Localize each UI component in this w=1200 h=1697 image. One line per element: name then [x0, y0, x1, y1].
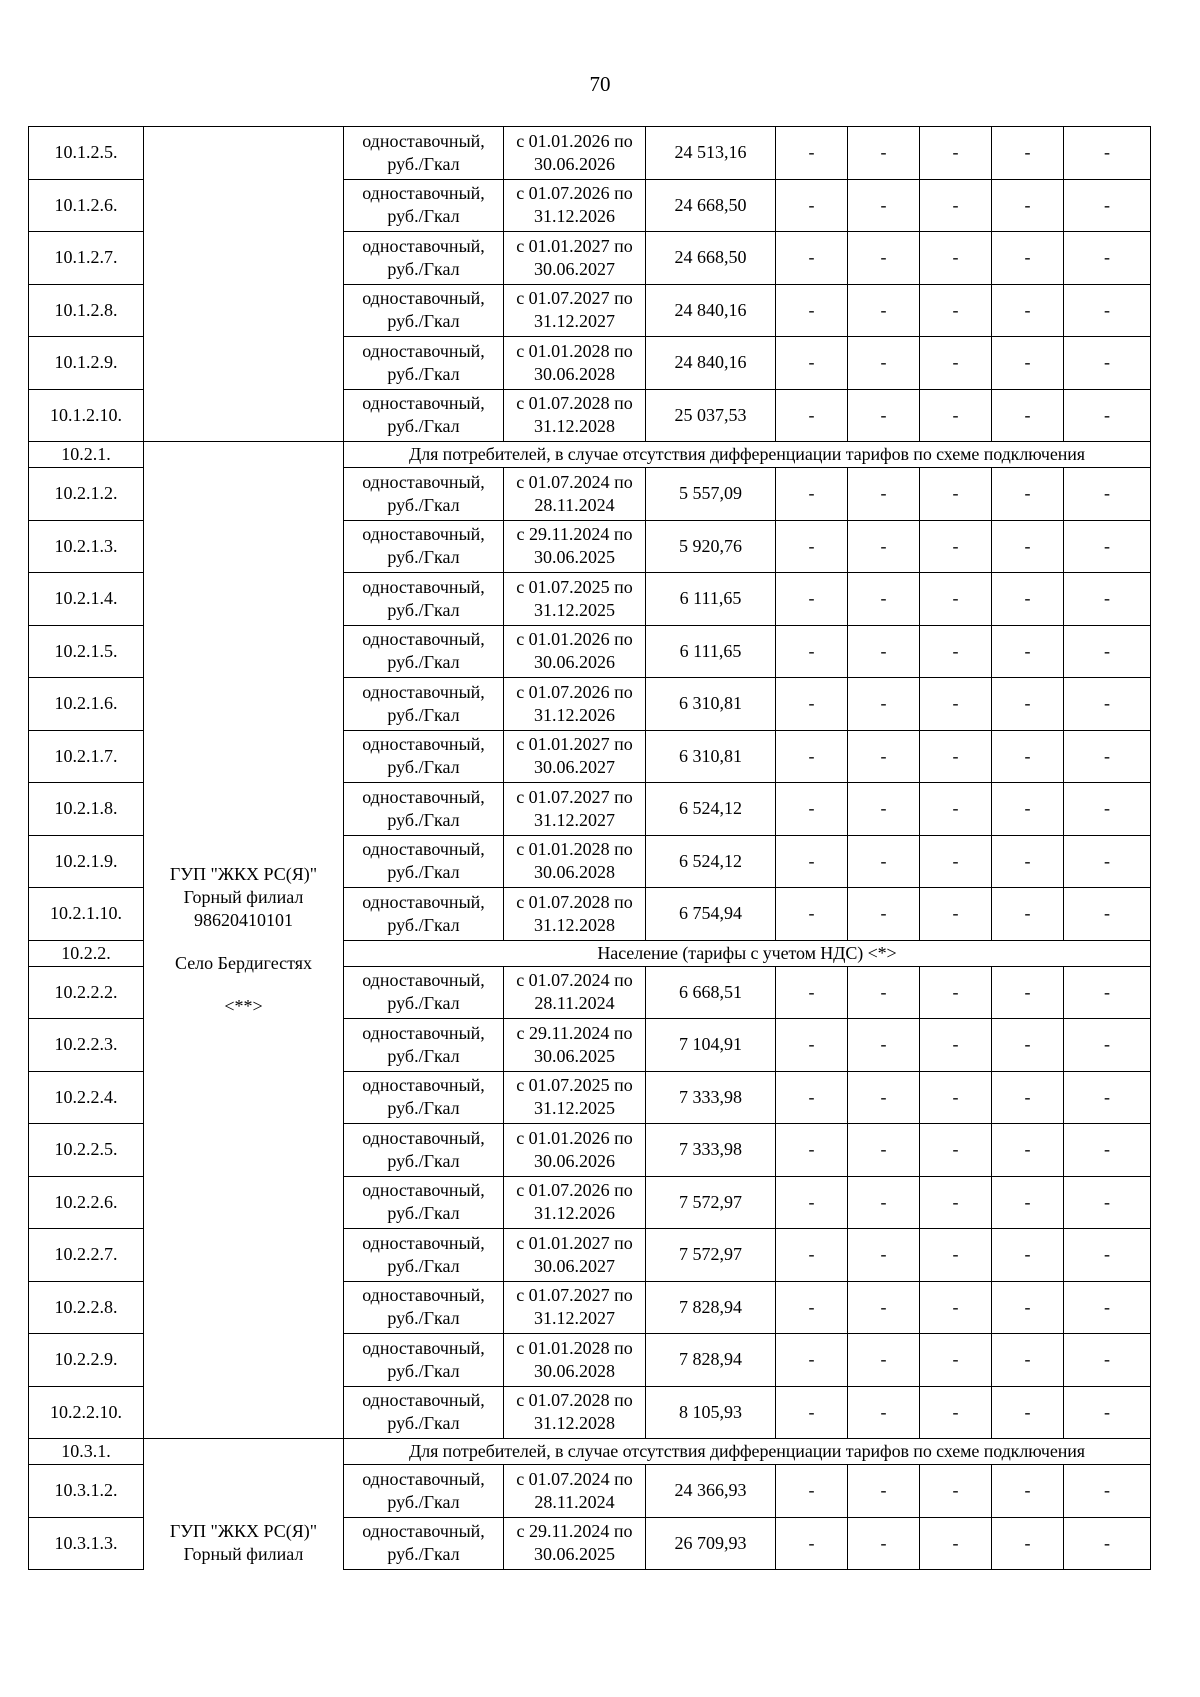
- empty-value-cell: -: [992, 284, 1064, 337]
- empty-value-cell: -: [848, 337, 920, 390]
- row-number-cell: 10.2.2.: [29, 940, 144, 966]
- empty-value-cell: -: [992, 730, 1064, 783]
- period-cell: с 01.07.2025 по 31.12.2025: [504, 1071, 646, 1124]
- empty-value-cell: -: [848, 232, 920, 285]
- empty-value-cell: -: [1064, 1517, 1151, 1570]
- organization-line: 98620410101: [194, 909, 293, 930]
- empty-value-cell: -: [992, 1281, 1064, 1334]
- empty-value-cell: -: [1064, 1176, 1151, 1229]
- tariff-type-cell: одноставочный, руб./Гкал: [344, 730, 504, 783]
- tariff-value-cell: 6 310,81: [646, 730, 776, 783]
- tariff-type-cell: одноставочный, руб./Гкал: [344, 1465, 504, 1518]
- tariff-type-cell: одноставочный, руб./Гкал: [344, 127, 504, 180]
- period-cell: с 01.07.2027 по 31.12.2027: [504, 284, 646, 337]
- empty-value-cell: -: [920, 1465, 992, 1518]
- empty-value-cell: -: [920, 284, 992, 337]
- row-number-cell: 10.2.2.5.: [29, 1124, 144, 1177]
- period-cell: с 01.07.2028 по 31.12.2028: [504, 888, 646, 941]
- empty-value-cell: -: [1064, 625, 1151, 678]
- organization-cell: [144, 442, 344, 1439]
- section-header-row: [29, 442, 1151, 468]
- empty-value-cell: -: [920, 127, 992, 180]
- period-cell: с 01.07.2026 по 31.12.2026: [504, 179, 646, 232]
- empty-value-cell: -: [992, 337, 1064, 390]
- period-cell: с 01.07.2027 по 31.12.2027: [504, 1281, 646, 1334]
- tariff-type-cell: одноставочный, руб./Гкал: [344, 1281, 504, 1334]
- empty-value-cell: -: [776, 232, 848, 285]
- empty-value-cell: -: [920, 1124, 992, 1177]
- tariff-value-cell: 7 828,94: [646, 1281, 776, 1334]
- empty-value-cell: -: [848, 966, 920, 1019]
- period-cell: с 01.01.2026 по 30.06.2026: [504, 1124, 646, 1177]
- empty-value-cell: -: [1064, 520, 1151, 573]
- empty-value-cell: -: [776, 127, 848, 180]
- tariff-value-cell: 7 104,91: [646, 1019, 776, 1072]
- empty-value-cell: -: [848, 888, 920, 941]
- period-cell: с 01.01.2028 по 30.06.2028: [504, 337, 646, 390]
- row-number-cell: 10.2.2.10.: [29, 1386, 144, 1439]
- period-cell: с 29.11.2024 по 30.06.2025: [504, 1019, 646, 1072]
- tariff-table: [28, 126, 1151, 1570]
- empty-value-cell: -: [776, 389, 848, 442]
- period-cell: с 01.07.2024 по 28.11.2024: [504, 966, 646, 1019]
- empty-value-cell: -: [1064, 1019, 1151, 1072]
- empty-value-cell: -: [1064, 1229, 1151, 1282]
- organization-line: Горный филиал: [183, 1543, 304, 1564]
- organization-cell: [144, 1439, 344, 1570]
- empty-value-cell: -: [848, 1019, 920, 1072]
- empty-value-cell: -: [992, 389, 1064, 442]
- page-number: 70: [589, 72, 611, 96]
- tariff-value-cell: 6 754,94: [646, 888, 776, 941]
- empty-value-cell: -: [1064, 1071, 1151, 1124]
- row-number-cell: 10.1.2.8.: [29, 284, 144, 337]
- tariff-type-cell: одноставочный, руб./Гкал: [344, 232, 504, 285]
- row-number-cell: 10.3.1.2.: [29, 1465, 144, 1518]
- tariff-value-cell: 7 572,97: [646, 1229, 776, 1282]
- empty-value-cell: -: [920, 232, 992, 285]
- tariff-type-cell: одноставочный, руб./Гкал: [344, 678, 504, 731]
- period-cell: с 01.01.2027 по 30.06.2027: [504, 1229, 646, 1282]
- empty-value-cell: -: [1064, 783, 1151, 836]
- row-number-cell: 10.1.2.6.: [29, 179, 144, 232]
- tariff-value-cell: 26 709,93: [646, 1517, 776, 1570]
- empty-value-cell: -: [920, 1334, 992, 1387]
- empty-value-cell: -: [848, 730, 920, 783]
- tariff-value-cell: 6 668,51: [646, 966, 776, 1019]
- empty-value-cell: -: [920, 888, 992, 941]
- empty-value-cell: -: [920, 678, 992, 731]
- empty-value-cell: -: [992, 888, 1064, 941]
- period-cell: с 29.11.2024 по 30.06.2025: [504, 1517, 646, 1570]
- empty-value-cell: -: [920, 625, 992, 678]
- empty-value-cell: -: [776, 1517, 848, 1570]
- empty-value-cell: -: [992, 1334, 1064, 1387]
- tariff-type-cell: одноставочный, руб./Гкал: [344, 520, 504, 573]
- tariff-value-cell: 7 333,98: [646, 1071, 776, 1124]
- section-title: Население (тарифы с учетом НДС) <*>: [344, 940, 1151, 966]
- tariff-value-cell: 24 668,50: [646, 179, 776, 232]
- empty-value-cell: -: [992, 573, 1064, 626]
- empty-value-cell: -: [776, 1334, 848, 1387]
- tariff-type-cell: одноставочный, руб./Гкал: [344, 1386, 504, 1439]
- empty-value-cell: -: [920, 1517, 992, 1570]
- empty-value-cell: -: [992, 179, 1064, 232]
- period-cell: с 01.07.2027 по 31.12.2027: [504, 783, 646, 836]
- empty-value-cell: -: [848, 1124, 920, 1177]
- empty-value-cell: -: [920, 835, 992, 888]
- empty-value-cell: -: [848, 468, 920, 521]
- empty-value-cell: -: [1064, 468, 1151, 521]
- empty-value-cell: -: [920, 337, 992, 390]
- empty-value-cell: -: [776, 1386, 848, 1439]
- tariff-value-cell: 24 513,16: [646, 127, 776, 180]
- empty-value-cell: -: [776, 1281, 848, 1334]
- row-number-cell: 10.2.1.10.: [29, 888, 144, 941]
- org-spacer: [146, 975, 341, 995]
- empty-value-cell: -: [848, 127, 920, 180]
- empty-value-cell: -: [920, 966, 992, 1019]
- empty-value-cell: -: [848, 678, 920, 731]
- row-number-cell: 10.2.1.4.: [29, 573, 144, 626]
- row-number-cell: 10.2.2.8.: [29, 1281, 144, 1334]
- empty-value-cell: -: [992, 625, 1064, 678]
- empty-value-cell: -: [992, 468, 1064, 521]
- empty-value-cell: -: [1064, 1386, 1151, 1439]
- empty-value-cell: -: [848, 1334, 920, 1387]
- tariff-type-cell: одноставочный, руб./Гкал: [344, 389, 504, 442]
- empty-value-cell: -: [920, 389, 992, 442]
- table-row: [29, 127, 1151, 180]
- organization-line: Горный филиал: [183, 886, 304, 907]
- empty-value-cell: -: [776, 625, 848, 678]
- empty-value-cell: -: [848, 389, 920, 442]
- empty-value-cell: -: [848, 1517, 920, 1570]
- row-number-cell: 10.2.1.7.: [29, 730, 144, 783]
- empty-value-cell: -: [848, 1229, 920, 1282]
- empty-value-cell: -: [1064, 966, 1151, 1019]
- tariff-value-cell: 24 668,50: [646, 232, 776, 285]
- empty-value-cell: -: [848, 1281, 920, 1334]
- tariff-type-cell: одноставочный, руб./Гкал: [344, 1124, 504, 1177]
- empty-value-cell: -: [992, 1124, 1064, 1177]
- row-number-cell: 10.2.2.4.: [29, 1071, 144, 1124]
- org-spacer: [146, 932, 341, 952]
- row-number-cell: 10.1.2.5.: [29, 127, 144, 180]
- empty-value-cell: -: [848, 179, 920, 232]
- empty-value-cell: -: [848, 284, 920, 337]
- empty-value-cell: -: [992, 783, 1064, 836]
- organization-line: ГУП "ЖКХ РС(Я)": [169, 1520, 318, 1541]
- period-cell: с 01.07.2025 по 31.12.2025: [504, 573, 646, 626]
- period-cell: с 01.01.2026 по 30.06.2026: [504, 625, 646, 678]
- empty-value-cell: -: [776, 1176, 848, 1229]
- empty-value-cell: -: [992, 1176, 1064, 1229]
- row-number-cell: 10.2.1.: [29, 442, 144, 468]
- empty-value-cell: -: [776, 1465, 848, 1518]
- period-cell: с 01.07.2026 по 31.12.2026: [504, 1176, 646, 1229]
- section-title: Для потребителей, в случае отсутствия дифференциации тарифов по схеме подключения: [344, 442, 1151, 468]
- empty-value-cell: -: [992, 1229, 1064, 1282]
- empty-value-cell: -: [1064, 678, 1151, 731]
- empty-value-cell: -: [992, 1019, 1064, 1072]
- empty-value-cell: -: [992, 835, 1064, 888]
- empty-value-cell: -: [776, 468, 848, 521]
- empty-value-cell: -: [920, 1386, 992, 1439]
- empty-value-cell: -: [848, 1386, 920, 1439]
- empty-value-cell: -: [848, 520, 920, 573]
- row-number-cell: 10.2.1.5.: [29, 625, 144, 678]
- empty-value-cell: -: [776, 1124, 848, 1177]
- empty-value-cell: -: [1064, 232, 1151, 285]
- empty-value-cell: -: [992, 1071, 1064, 1124]
- tariff-value-cell: 6 111,65: [646, 625, 776, 678]
- empty-value-cell: -: [848, 1071, 920, 1124]
- period-cell: с 01.07.2028 по 31.12.2028: [504, 1386, 646, 1439]
- row-number-cell: 10.1.2.10.: [29, 389, 144, 442]
- empty-value-cell: -: [920, 1071, 992, 1124]
- empty-value-cell: -: [776, 520, 848, 573]
- period-cell: с 01.07.2028 по 31.12.2028: [504, 389, 646, 442]
- empty-value-cell: -: [776, 888, 848, 941]
- period-cell: с 01.07.2026 по 31.12.2026: [504, 678, 646, 731]
- tariff-value-cell: 7 333,98: [646, 1124, 776, 1177]
- period-cell: с 01.01.2027 по 30.06.2027: [504, 232, 646, 285]
- empty-value-cell: -: [776, 730, 848, 783]
- empty-value-cell: -: [1064, 179, 1151, 232]
- empty-value-cell: -: [992, 232, 1064, 285]
- empty-value-cell: -: [776, 966, 848, 1019]
- tariff-value-cell: 6 524,12: [646, 835, 776, 888]
- empty-value-cell: -: [1064, 389, 1151, 442]
- empty-value-cell: -: [848, 783, 920, 836]
- empty-value-cell: -: [920, 179, 992, 232]
- period-cell: с 01.01.2027 по 30.06.2027: [504, 730, 646, 783]
- row-number-cell: 10.2.2.6.: [29, 1176, 144, 1229]
- empty-value-cell: -: [920, 1229, 992, 1282]
- empty-value-cell: -: [992, 678, 1064, 731]
- section-title: Для потребителей, в случае отсутствия дифференциации тарифов по схеме подключения: [344, 1439, 1151, 1465]
- empty-value-cell: -: [776, 783, 848, 836]
- period-cell: с 01.01.2028 по 30.06.2028: [504, 1334, 646, 1387]
- organization-line: <**>: [224, 995, 263, 1016]
- row-number-cell: 10.2.2.2.: [29, 966, 144, 1019]
- tariff-type-cell: одноставочный, руб./Гкал: [344, 835, 504, 888]
- row-number-cell: 10.2.2.3.: [29, 1019, 144, 1072]
- section-header-row: [29, 1439, 1151, 1465]
- tariff-type-cell: одноставочный, руб./Гкал: [344, 1071, 504, 1124]
- tariff-value-cell: 5 920,76: [646, 520, 776, 573]
- tariff-value-cell: 6 310,81: [646, 678, 776, 731]
- empty-value-cell: -: [1064, 127, 1151, 180]
- empty-value-cell: -: [920, 468, 992, 521]
- empty-value-cell: -: [992, 1517, 1064, 1570]
- tariff-type-cell: одноставочный, руб./Гкал: [344, 1176, 504, 1229]
- empty-value-cell: -: [1064, 573, 1151, 626]
- period-cell: с 01.07.2024 по 28.11.2024: [504, 468, 646, 521]
- period-cell: с 01.07.2024 по 28.11.2024: [504, 1465, 646, 1518]
- tariff-value-cell: 25 037,53: [646, 389, 776, 442]
- empty-value-cell: -: [1064, 337, 1151, 390]
- period-cell: с 29.11.2024 по 30.06.2025: [504, 520, 646, 573]
- tariff-type-cell: одноставочный, руб./Гкал: [344, 1229, 504, 1282]
- row-number-cell: 10.3.1.: [29, 1439, 144, 1465]
- empty-value-cell: -: [776, 284, 848, 337]
- empty-value-cell: -: [776, 337, 848, 390]
- tariff-type-cell: одноставочный, руб./Гкал: [344, 1019, 504, 1072]
- row-number-cell: 10.2.1.6.: [29, 678, 144, 731]
- tariff-type-cell: одноставочный, руб./Гкал: [344, 783, 504, 836]
- period-cell: с 01.01.2028 по 30.06.2028: [504, 835, 646, 888]
- tariff-type-cell: одноставочный, руб./Гкал: [344, 337, 504, 390]
- period-cell: с 01.01.2026 по 30.06.2026: [504, 127, 646, 180]
- row-number-cell: 10.2.2.7.: [29, 1229, 144, 1282]
- tariff-type-cell: одноставочный, руб./Гкал: [344, 1334, 504, 1387]
- row-number-cell: 10.3.1.3.: [29, 1517, 144, 1570]
- empty-value-cell: -: [920, 783, 992, 836]
- empty-value-cell: -: [992, 1465, 1064, 1518]
- empty-value-cell: -: [1064, 730, 1151, 783]
- empty-value-cell: -: [992, 520, 1064, 573]
- organization-line: ГУП "ЖКХ РС(Я)": [169, 863, 318, 884]
- tariff-type-cell: одноставочный, руб./Гкал: [344, 573, 504, 626]
- empty-value-cell: -: [776, 573, 848, 626]
- empty-value-cell: -: [920, 1281, 992, 1334]
- empty-value-cell: -: [1064, 835, 1151, 888]
- row-number-cell: 10.2.1.2.: [29, 468, 144, 521]
- tariff-value-cell: 24 840,16: [646, 284, 776, 337]
- tariff-value-cell: 8 105,93: [646, 1386, 776, 1439]
- tariff-value-cell: 6 111,65: [646, 573, 776, 626]
- empty-value-cell: -: [776, 1019, 848, 1072]
- empty-value-cell: -: [1064, 284, 1151, 337]
- empty-value-cell: -: [776, 179, 848, 232]
- empty-value-cell: -: [848, 1465, 920, 1518]
- tariff-value-cell: 7 572,97: [646, 1176, 776, 1229]
- empty-value-cell: -: [920, 520, 992, 573]
- empty-value-cell: -: [992, 127, 1064, 180]
- tariff-value-cell: 6 524,12: [646, 783, 776, 836]
- tariff-value-cell: 5 557,09: [646, 468, 776, 521]
- empty-value-cell: -: [920, 573, 992, 626]
- tariff-value-cell: 24 840,16: [646, 337, 776, 390]
- tariff-type-cell: одноставочный, руб./Гкал: [344, 966, 504, 1019]
- empty-value-cell: -: [1064, 1465, 1151, 1518]
- tariff-type-cell: одноставочный, руб./Гкал: [344, 468, 504, 521]
- empty-value-cell: -: [1064, 1281, 1151, 1334]
- empty-value-cell: -: [848, 573, 920, 626]
- empty-value-cell: -: [848, 835, 920, 888]
- empty-value-cell: -: [992, 966, 1064, 1019]
- empty-value-cell: -: [848, 1176, 920, 1229]
- empty-value-cell: -: [920, 1176, 992, 1229]
- empty-value-cell: -: [1064, 1124, 1151, 1177]
- row-number-cell: 10.2.1.8.: [29, 783, 144, 836]
- empty-value-cell: -: [1064, 888, 1151, 941]
- organization-line: Село Бердигестях: [174, 952, 313, 973]
- empty-value-cell: -: [992, 1386, 1064, 1439]
- empty-value-cell: -: [920, 730, 992, 783]
- row-number-cell: 10.2.1.3.: [29, 520, 144, 573]
- organization-cell: [144, 127, 344, 442]
- empty-value-cell: -: [776, 1229, 848, 1282]
- tariff-type-cell: одноставочный, руб./Гкал: [344, 284, 504, 337]
- row-number-cell: 10.1.2.7.: [29, 232, 144, 285]
- row-number-cell: 10.2.1.9.: [29, 835, 144, 888]
- row-number-cell: 10.1.2.9.: [29, 337, 144, 390]
- tariff-value-cell: 7 828,94: [646, 1334, 776, 1387]
- empty-value-cell: -: [848, 625, 920, 678]
- empty-value-cell: -: [776, 1071, 848, 1124]
- tariff-type-cell: одноставочный, руб./Гкал: [344, 179, 504, 232]
- empty-value-cell: -: [920, 1019, 992, 1072]
- empty-value-cell: -: [776, 678, 848, 731]
- empty-value-cell: -: [776, 835, 848, 888]
- tariff-value-cell: 24 366,93: [646, 1465, 776, 1518]
- tariff-type-cell: одноставочный, руб./Гкал: [344, 625, 504, 678]
- tariff-type-cell: одноставочный, руб./Гкал: [344, 888, 504, 941]
- empty-value-cell: -: [1064, 1334, 1151, 1387]
- tariff-type-cell: одноставочный, руб./Гкал: [344, 1517, 504, 1570]
- row-number-cell: 10.2.2.9.: [29, 1334, 144, 1387]
